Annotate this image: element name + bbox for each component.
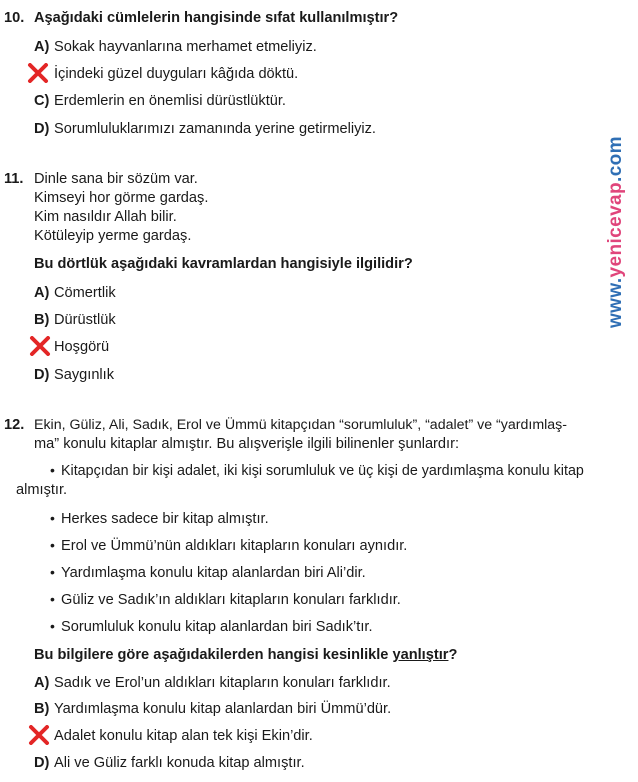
q11-poem-line-2: Kimseyi hor görme gardaş. — [34, 190, 209, 206]
q12-option-c[interactable] — [34, 727, 313, 745]
q12-question-underlined: yanlıştır — [392, 647, 449, 663]
option-text: Sadık ve Erol’un aldıkları kitapların konuları farklıdır. — [54, 675, 391, 691]
q12-fact-4: Yardımlaşma konulu kitap alanlardan biri Ali’dir. — [61, 565, 366, 581]
option-letter: A) — [34, 675, 50, 691]
bullet-icon: • — [50, 564, 55, 580]
option-letter: C) — [34, 93, 50, 109]
q11-poem-line-1: Dinle sana bir sözüm var. — [34, 171, 198, 187]
option-text: Cömertlik — [54, 285, 116, 301]
q12-option-a[interactable] — [34, 674, 391, 692]
q10-question: Aşağıdaki cümlelerin hangisinde sıfat kullanılmıştır? — [34, 10, 399, 26]
q11-option-d[interactable] — [34, 366, 114, 384]
q10-option-c[interactable] — [34, 92, 286, 110]
q11-poem-line-4: Kötüleyip yerme gardaş. — [34, 228, 192, 244]
q12-fact-6: Sorumluluk konulu kitap alanlardan biri Sadık’tır. — [61, 619, 373, 635]
q10-option-b[interactable] — [34, 65, 298, 83]
q12-question-pre: Bu bilgilere göre aşağıdakilerden hangisi kesinlikle — [34, 647, 393, 663]
q11-poem-line-3: Kim nasıldır Allah bilir. — [34, 209, 177, 225]
q10-option-d[interactable] — [34, 120, 376, 138]
bullet-icon: • — [50, 591, 55, 607]
option-text: Dürüstlük — [54, 312, 116, 328]
option-letter: A) — [34, 285, 50, 301]
q11-option-b[interactable] — [34, 311, 116, 329]
q12-fact-1: Kitapçıdan bir kişi adalet, iki kişi sorumluluk ve üç kişi de yardımlaşma konulu kitap — [61, 463, 584, 479]
watermark-text: www.yenicevap.com — [605, 136, 626, 328]
option-text: Ali ve Güliz farklı konuda kitap almıştır. — [54, 755, 305, 771]
bullet-icon: • — [50, 462, 55, 478]
q12-question-post: ? — [448, 647, 458, 663]
option-letter: D) — [34, 367, 50, 383]
q12-fact-2: Herkes sadece bir kitap almıştır. — [61, 511, 269, 527]
bullet-icon: • — [50, 618, 55, 634]
q12-fact-1-cont: almıştır. — [16, 482, 68, 498]
x-mark-icon — [28, 725, 50, 745]
bullet-icon: • — [50, 510, 55, 526]
option-text: Erdemlerin en önemlisi dürüstlüktür. — [54, 93, 286, 109]
option-text: Sokak hayvanlarına merhamet etmeliyiz. — [54, 39, 317, 55]
option-letter: D) — [34, 755, 50, 771]
q12-intro-line-1: Ekin, Güliz, Ali, Sadık, Erol ve Ümmü kitapçıdan “sorumluluk”, “adalet” ve “yardımlaş- — [34, 417, 567, 433]
bullet-icon: • — [50, 537, 55, 553]
option-text: Hoşgörü — [54, 339, 110, 355]
option-letter: B) — [34, 312, 50, 328]
x-mark-icon — [29, 336, 51, 356]
x-mark-icon — [27, 63, 49, 83]
option-text: Saygınlık — [54, 367, 115, 383]
q12-fact-3: Erol ve Ümmü’nün aldıkları kitapların konuları aynıdır. — [61, 538, 408, 554]
watermark-logo — [603, 100, 627, 328]
q11-number: 11. — [4, 171, 24, 187]
option-letter: A) — [34, 39, 50, 55]
q10-option-a[interactable] — [34, 38, 317, 56]
q11-question: Bu dörtlük aşağıdaki kavramlardan hangisiyle ilgilidir? — [34, 256, 413, 272]
option-letter: D) — [34, 121, 50, 137]
q12-number: 12. — [4, 417, 25, 433]
q12-option-d[interactable] — [34, 754, 305, 772]
option-text: Adalet konulu kitap alan tek kişi Ekin’dir. — [54, 728, 313, 744]
q12-question — [34, 646, 457, 664]
q10-number: 10. — [4, 10, 25, 26]
option-text: Sorumluluklarımızı zamanında yerine getirmeliyiz. — [54, 121, 376, 137]
q12-option-b[interactable] — [34, 700, 391, 718]
option-text: İçindeki güzel duyguları kâğıda döktü. — [54, 66, 299, 82]
q12-intro-line-2: ma” konulu kitaplar almıştır. Bu alışverişle ilgili bilinenler şunlardır: — [34, 436, 460, 452]
option-text: Yardımlaşma konulu kitap alanlardan biri Ümmü’dür. — [54, 701, 392, 717]
option-letter: B) — [34, 701, 50, 717]
q12-fact-5: Güliz ve Sadık’ın aldıkları kitapların konuları farklıdır. — [61, 592, 401, 608]
q11-option-a[interactable] — [34, 284, 116, 302]
